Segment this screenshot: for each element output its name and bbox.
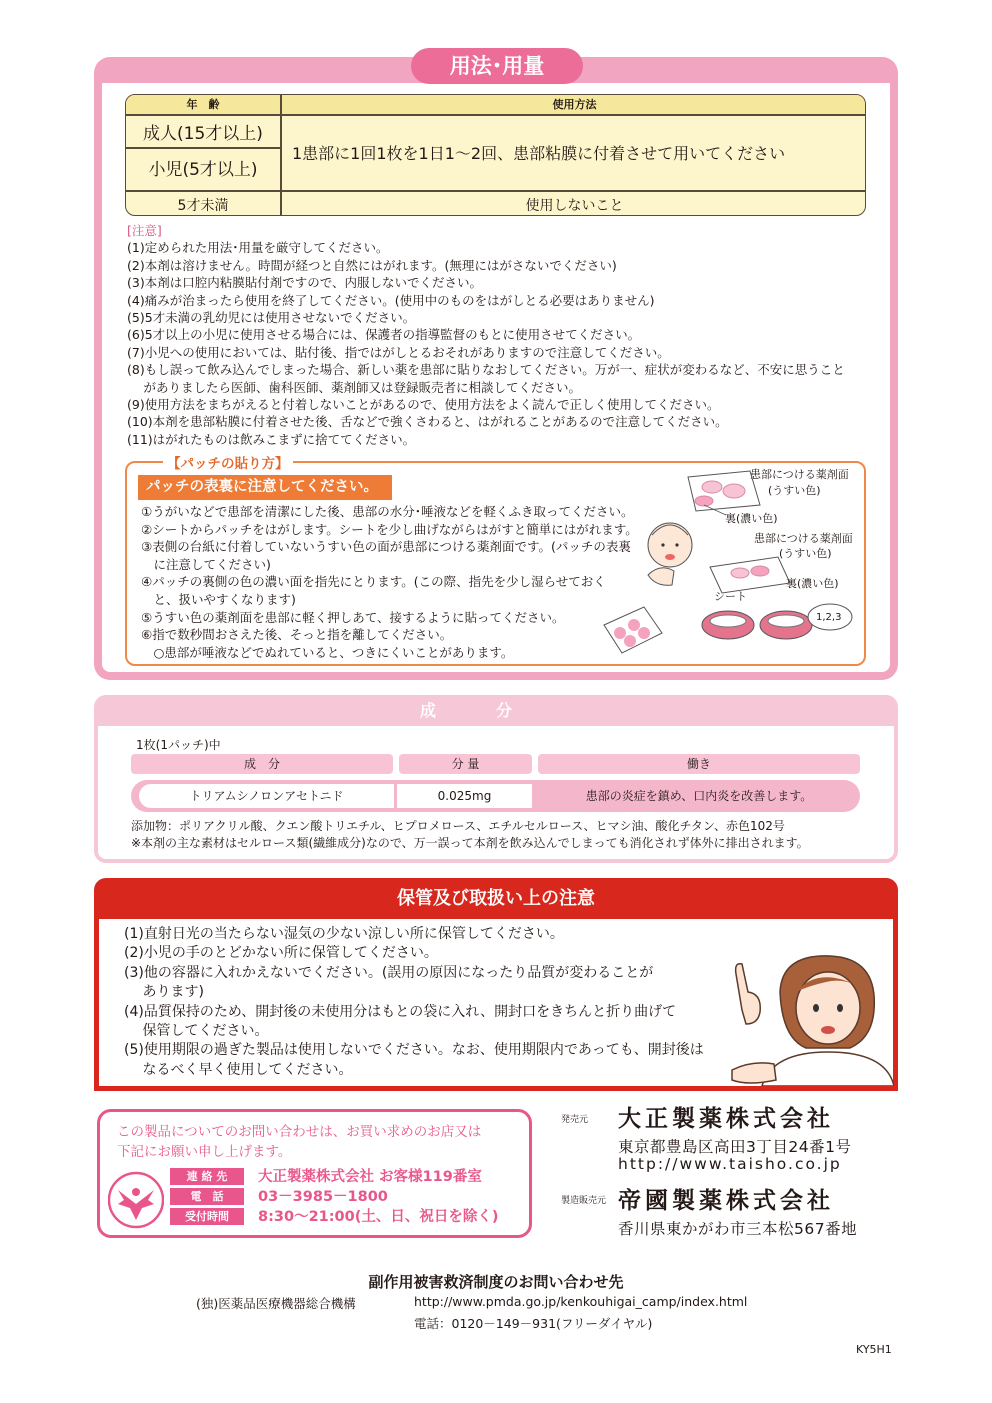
phone-value: 03－3985－1800: [258, 1189, 388, 1205]
label-back-1: 裏(濃い色): [725, 512, 778, 525]
ingredients-subtitle: 1枚(1パッチ)中: [136, 738, 221, 752]
note-item: (7)小児への使用においては、貼付後、指ではがしとるおそれがありますので注意してください。: [127, 344, 670, 360]
note-item: がありましたら医師、歯科医師、薬剤師又は登録販売者に相談してください。: [127, 379, 581, 395]
note-item: (8)もし誤って飲み込んでしまった場合、新しい薬を患部に貼りなおしてください。万が一、症状が変わるなど、不安に思うこと: [127, 362, 845, 378]
patch-step: ⑥指で数秒間おさえた後、そっと指を離してください。: [141, 627, 453, 643]
patch-step: ③表側の台紙に付着していないうすい色の面が患部につける薬剤面です。(パッチの表裏: [141, 539, 631, 555]
ingredient-header-amount: 分 量: [399, 754, 532, 774]
label-back-2: 裏(濃い色): [786, 577, 839, 590]
relief-org: (独)医薬品医療機器総合機構: [196, 1296, 356, 1311]
relief-url: http://www.pmda.go.jp/kenkouhigai_camp/index.html: [414, 1294, 748, 1309]
seller-name: 大正製薬株式会社: [618, 1106, 834, 1132]
label-count: 1,2,3: [816, 612, 842, 623]
label-sheet: シート: [714, 590, 747, 603]
contact-intro: [117, 1122, 481, 1162]
label-pale-2: (うすい色): [779, 547, 832, 560]
storage-list: [124, 925, 704, 1080]
seller-address: 東京都豊島区高田3丁目24番1号: [618, 1138, 852, 1156]
document-code: KY5H1: [856, 1343, 892, 1356]
ingredient-header-effect: 働き: [538, 754, 860, 774]
phone-label: 電 話: [170, 1188, 244, 1205]
label-drug-face-2: 患部につける薬剤面: [754, 532, 853, 545]
seller-url: http://www.taisho.co.jp: [618, 1155, 842, 1173]
hours-label: 受付時間: [170, 1208, 244, 1225]
relief-phone: 電話：0120－149－931(フリーダイヤル): [414, 1316, 653, 1331]
notes-list: [127, 222, 877, 448]
storage-item: (4)品質保持のため、開封後の未使用分はもとの袋に入れ、開封口をきちんと折り曲げて: [124, 1003, 677, 1020]
relief-title: 副作用被害救済制度のお問い合わせ先: [368, 1273, 624, 1291]
note-item: (11)はがれたものは飲みこまずに捨ててください。: [127, 431, 416, 447]
note-item: (1)定められた用法･用量を厳守してください。: [127, 240, 389, 256]
patch-step: ②シートからパッチをはがします。シートを少し曲げながらはがすと簡単にはがれます。: [141, 521, 638, 537]
ingredient-amount: 0.025mg: [397, 784, 532, 808]
patch-steps: [141, 503, 638, 661]
ingredient-header-name: 成 分: [131, 754, 393, 774]
note-item: (2)本剤は溶けません。時間が経つと自然にはがれます。(無理にはがさないでください): [127, 257, 617, 273]
ingredients-note: ※本剤の主な素材はセルロース類(繊維成分)なので、万一誤って本剤を飲み込んでしまっても消化されず体外に排出されます。: [131, 836, 809, 850]
manufacturer-name: 帝國製薬株式会社: [618, 1188, 834, 1214]
under5-method-cell: 使用しないこと: [525, 198, 624, 214]
storage-item: なるべく早く使用してください。: [124, 1061, 353, 1078]
patch-step: ①うがいなどで患部を清潔にした後、患部の水分･唾液などを軽くふき取ってください。: [141, 504, 634, 519]
storage-item: 保管してください。: [124, 1023, 269, 1040]
ingredient-name: トリアムシノロンアセトニド: [139, 784, 394, 808]
note-item: (9)使用方法をまちがえると付着しないことがあるので、使用方法をよく読んで正しく使用してください。: [127, 397, 720, 413]
usage-title: 用法･用量: [411, 48, 583, 84]
note-item: (4)痛みが治まったら使用を終了してください。(使用中のものをはがしとる必要はありません): [127, 292, 655, 308]
additives-text: 添加物：ポリアクリル酸、クエン酸トリエチル、ヒプロメロース、エチルセルロース、ヒマシ油、酸化チタン、赤色102号: [131, 819, 785, 833]
note-item: (3)本剤は口腔内粘膜貼付剤ですので、内服しないでください。: [127, 275, 482, 291]
label-pale-1: (うすい色): [768, 484, 821, 497]
storage-item: あります): [124, 984, 204, 1001]
manufacturer-address: 香川県東かがわ市三本松567番地: [618, 1220, 858, 1238]
patch-heading: パッチの表裏に注意してください。: [138, 475, 392, 500]
label-drug-face-1: 患部につける薬剤面: [750, 468, 849, 481]
method-cell: 1患部に1回1枚を1日1～2回、患部粘膜に付着させて用いてください: [292, 144, 786, 163]
child-cell: 小児(5才以上): [148, 160, 258, 180]
storage-item: (3)他の容器に入れかえないでください。(誤用の原因になったり品質が変わることが: [124, 964, 654, 981]
storage-item: (2)小児の手のとどかない所に保管してください。: [124, 945, 438, 962]
under5-cell: 5才未満: [177, 198, 229, 214]
dosage-table: [125, 94, 866, 216]
taisho-eagle-logo: [108, 1170, 164, 1230]
patch-step: ④パッチの裏側の色の濃い面を指先にとります。(この際、指先を少し湿らせておく: [141, 574, 606, 590]
patch-legend: 【パッチの貼り方】: [163, 452, 293, 472]
ingredient-effect: 患部の炎症を鎮め、口内炎を改善します。: [585, 789, 813, 803]
storage-item: (1)直射日光の当たらない湿気の少ない涼しい所に保管してください。: [124, 926, 564, 942]
manufacturer-role: 製造販売元: [561, 1196, 607, 1206]
contact-intro-line: 下記にお願い申し上げます。: [117, 1144, 292, 1160]
pharmacist-illustration: [722, 952, 894, 1086]
contact-label: 連 絡 先: [170, 1168, 244, 1185]
col-method-header: 使用方法: [282, 95, 866, 114]
note-item: (5)5才未満の乳幼児には使用させないでください。: [127, 310, 416, 326]
note-item: (10)本剤を患部粘膜に付着させた後、舌などで強くさわると、はがれることがあるので注意してください。: [127, 414, 728, 430]
storage-title: 保管及び取扱い上の注意: [397, 888, 595, 909]
patch-step: ○患部が唾液などでぬれていると、つきにくいことがあります。: [141, 644, 514, 660]
adult-cell: 成人(15才以上): [143, 124, 263, 144]
patch-step: と、扱いやすくなります): [141, 591, 296, 607]
seller-role: 発売元: [561, 1115, 589, 1125]
contact-intro-line: この製品についてのお問い合わせは、お買い求めのお店又は: [117, 1124, 482, 1140]
note-item: (6)5才以上の小児に使用させる場合には、保護者の指導監督のもとに使用させてください。: [127, 327, 641, 343]
patch-step: に注意してください): [141, 556, 271, 572]
storage-item: (5)使用期限の過ぎた製品は使用しないでください。なお、使用期限内であっても、開封後は: [124, 1042, 704, 1059]
contact-value: 大正製薬株式会社 お客様119番室: [258, 1169, 482, 1185]
patch-illustration: [600, 465, 862, 665]
ingredients-footnote: [131, 818, 809, 852]
col-age-header: 年 齢: [126, 95, 280, 114]
notes-title: [注意]: [127, 223, 162, 238]
ingredients-title: 成分: [419, 701, 572, 720]
patch-step: ⑤うすい色の薬剤面を患部に軽く押しあて、接するように貼ってください。: [141, 609, 565, 625]
hours-value: 8:30～21:00(土、日、祝日を除く): [258, 1209, 499, 1225]
